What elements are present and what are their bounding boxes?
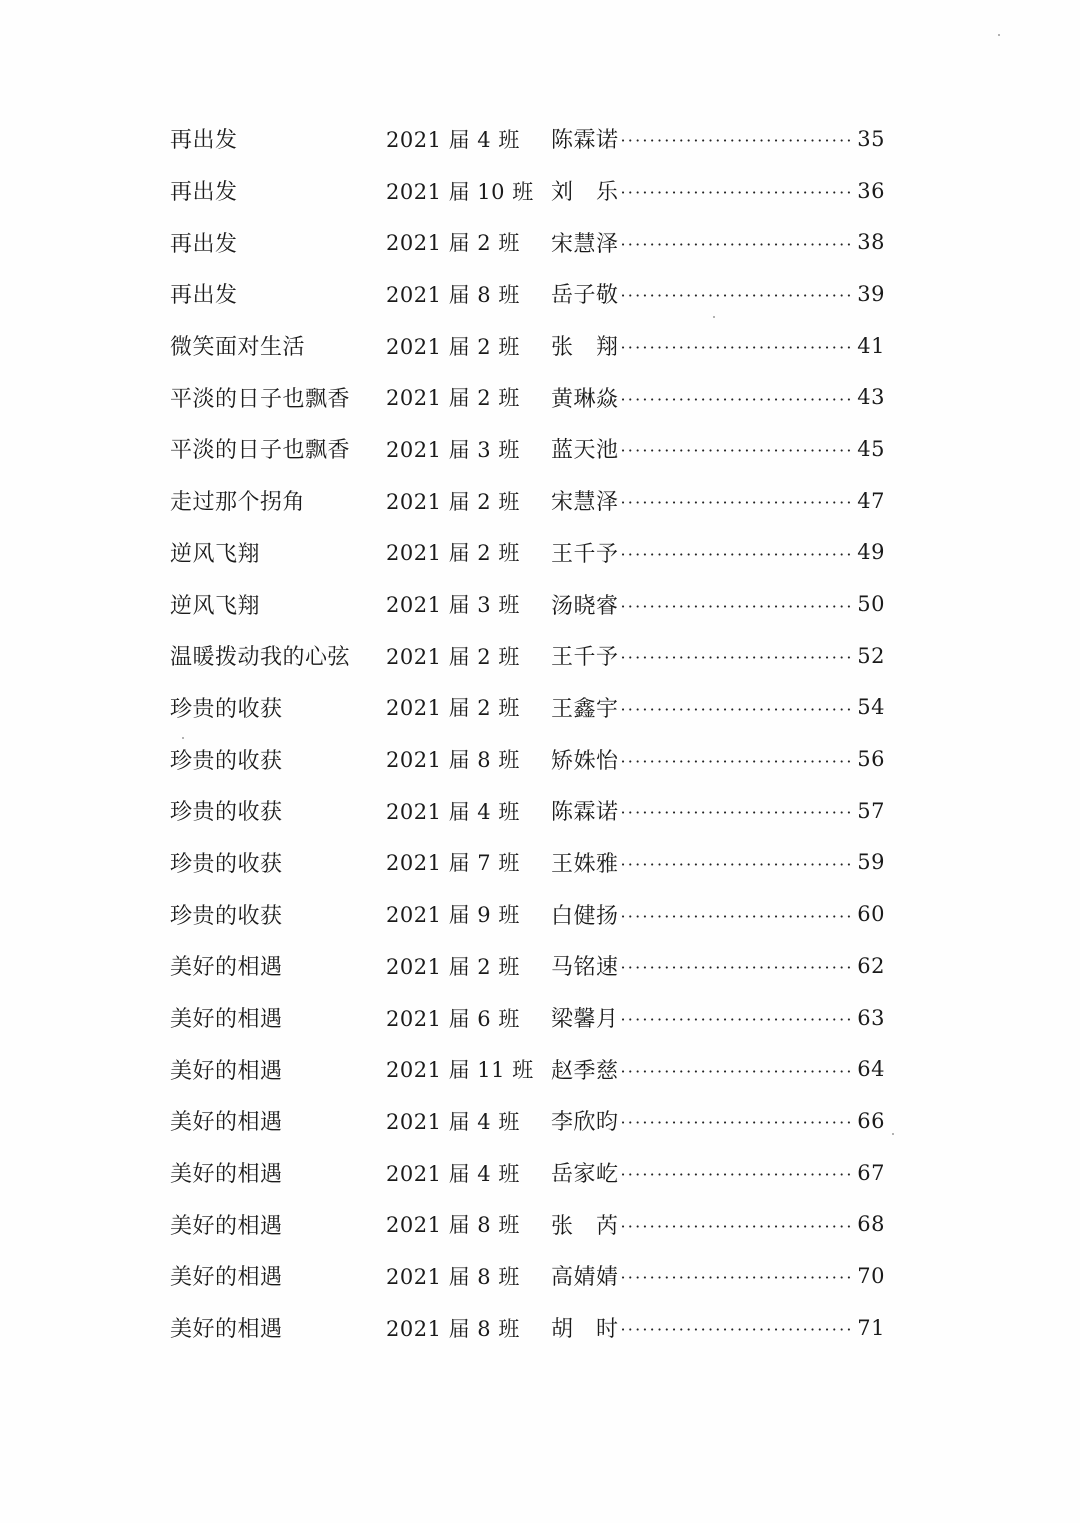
- entry-title: 走过那个拐角: [170, 490, 306, 516]
- dot-leader: [621, 648, 855, 667]
- entry-class: 2021 届 9 班: [386, 903, 520, 928]
- entry-title: 美好的相遇: [170, 1162, 283, 1188]
- entry-class: 2021 届 10 班: [386, 179, 534, 204]
- dot-leader: [621, 907, 855, 926]
- toc-entry: [170, 113, 885, 165]
- entry-page-number: 70: [857, 1263, 885, 1288]
- entry-class: 2021 届 11 班: [386, 1058, 534, 1083]
- entry-title: 再出发: [170, 283, 238, 309]
- toc-entry: [170, 320, 885, 372]
- entry-author: 岳子敬: [551, 283, 619, 309]
- entry-page-number: 50: [857, 592, 885, 617]
- entry-author: 王千予: [551, 645, 619, 671]
- table-of-contents: [170, 113, 885, 1354]
- toc-entry: [170, 165, 885, 217]
- entry-author: 高婧婧: [551, 1265, 619, 1291]
- dot-leader: [621, 855, 855, 874]
- entry-author: 王姝雅: [551, 851, 619, 877]
- entry-title: 逆风飞翔: [170, 593, 261, 619]
- toc-entry: [170, 475, 885, 527]
- entry-author: 蓝天池: [551, 438, 619, 464]
- entry-author: 汤晓睿: [551, 593, 619, 619]
- entry-class: 2021 届 8 班: [386, 282, 520, 307]
- entry-class: 2021 届 4 班: [386, 799, 520, 824]
- entry-page-number: 62: [857, 953, 885, 978]
- entry-author: 白健扬: [551, 903, 619, 929]
- entry-page-number: 45: [857, 436, 885, 461]
- entry-author: 王千予: [551, 541, 619, 567]
- entry-page-number: 54: [857, 695, 885, 720]
- dot-leader: [621, 286, 855, 305]
- toc-entry: [170, 733, 885, 785]
- toc-entry: [170, 785, 885, 837]
- dot-leader: [621, 597, 855, 616]
- entry-page-number: 39: [857, 281, 885, 306]
- toc-entry: [170, 1302, 885, 1354]
- entry-title: 微笑面对生活: [170, 335, 306, 361]
- entry-author: 赵季慈: [551, 1058, 619, 1084]
- entry-page-number: 57: [857, 798, 885, 823]
- entry-class: 2021 届 8 班: [386, 1316, 520, 1341]
- entry-page-number: 43: [857, 385, 885, 410]
- entry-class: 2021 届 8 班: [386, 1213, 520, 1238]
- toc-entry: [170, 992, 885, 1044]
- entry-class: 2021 届 8 班: [386, 748, 520, 773]
- toc-entry: [170, 423, 885, 475]
- entry-class: 2021 届 2 班: [386, 489, 520, 514]
- entry-class: 2021 届 2 班: [386, 541, 520, 566]
- entry-author: 陈霖诺: [551, 128, 619, 154]
- entry-author: 李欣昀: [551, 1110, 619, 1136]
- dot-leader: [621, 958, 855, 977]
- toc-entry: [170, 216, 885, 268]
- entry-page-number: 63: [857, 1005, 885, 1030]
- entry-class: 2021 届 4 班: [386, 1109, 520, 1134]
- entry-page-number: 52: [857, 643, 885, 668]
- dot-leader: [621, 700, 855, 719]
- entry-class: 2021 届 4 班: [386, 1161, 520, 1186]
- entry-class: 2021 届 7 班: [386, 851, 520, 876]
- dot-leader: [621, 752, 855, 771]
- entry-author: 胡 时: [551, 1317, 619, 1343]
- scan-speck: [998, 34, 1000, 36]
- entry-class: 2021 届 2 班: [386, 231, 520, 256]
- scan-speck: [892, 1133, 894, 1135]
- dot-leader: [621, 1113, 855, 1132]
- entry-class: 2021 届 2 班: [386, 334, 520, 359]
- entry-title: 再出发: [170, 231, 238, 257]
- toc-entry: [170, 527, 885, 579]
- entry-author: 陈霖诺: [551, 800, 619, 826]
- entry-page-number: 67: [857, 1160, 885, 1185]
- entry-author: 宋慧泽: [551, 231, 619, 257]
- toc-entry: [170, 837, 885, 889]
- entry-title: 美好的相遇: [170, 1317, 283, 1343]
- toc-entry: [170, 682, 885, 734]
- entry-page-number: 66: [857, 1108, 885, 1133]
- entry-title: 珍贵的收获: [170, 903, 283, 929]
- entry-page-number: 64: [857, 1057, 885, 1082]
- entry-title: 美好的相遇: [170, 955, 283, 981]
- entry-author: 黄琳焱: [551, 386, 619, 412]
- entry-title: 温暖拨动我的心弦: [170, 645, 351, 671]
- toc-entry: [170, 888, 885, 940]
- entry-page-number: 35: [857, 126, 885, 151]
- entry-page-number: 56: [857, 747, 885, 772]
- entry-page-number: 59: [857, 850, 885, 875]
- entry-title: 珍贵的收获: [170, 696, 283, 722]
- entry-page-number: 47: [857, 488, 885, 513]
- toc-entry: [170, 940, 885, 992]
- dot-leader: [621, 183, 855, 202]
- toc-entry: [170, 1043, 885, 1095]
- entry-title: 美好的相遇: [170, 1213, 283, 1239]
- entry-author: 岳家屹: [551, 1162, 619, 1188]
- dot-leader: [621, 545, 855, 564]
- toc-entry: [170, 371, 885, 423]
- entry-page-number: 49: [857, 540, 885, 565]
- entry-class: 2021 届 2 班: [386, 954, 520, 979]
- entry-page-number: 68: [857, 1212, 885, 1237]
- dot-leader: [621, 1165, 855, 1184]
- dot-leader: [621, 803, 855, 822]
- entry-class: 2021 届 2 班: [386, 696, 520, 721]
- entry-author: 张 芮: [551, 1213, 619, 1239]
- toc-entry: [170, 630, 885, 682]
- entry-page-number: 36: [857, 178, 885, 203]
- toc-entry: [170, 1198, 885, 1250]
- entry-title: 珍贵的收获: [170, 800, 283, 826]
- dot-leader: [621, 1010, 855, 1029]
- entry-title: 再出发: [170, 128, 238, 154]
- entry-page-number: 60: [857, 902, 885, 927]
- entry-title: 珍贵的收获: [170, 748, 283, 774]
- dot-leader: [621, 131, 855, 150]
- entry-class: 2021 届 3 班: [386, 437, 520, 462]
- entry-title: 平淡的日子也飘香: [170, 386, 351, 412]
- toc-entry: [170, 578, 885, 630]
- entry-author: 王鑫宇: [551, 696, 619, 722]
- entry-title: 美好的相遇: [170, 1058, 283, 1084]
- toc-entry: [170, 1250, 885, 1302]
- toc-entry: [170, 268, 885, 320]
- entry-title: 平淡的日子也飘香: [170, 438, 351, 464]
- dot-leader: [621, 390, 855, 409]
- entry-author: 宋慧泽: [551, 490, 619, 516]
- toc-entry: [170, 1147, 885, 1199]
- entry-author: 张 翔: [551, 335, 619, 361]
- entry-class: 2021 届 8 班: [386, 1264, 520, 1289]
- entry-title: 逆风飞翔: [170, 541, 261, 567]
- dot-leader: [621, 338, 855, 357]
- dot-leader: [621, 235, 855, 254]
- dot-leader: [621, 493, 855, 512]
- dot-leader: [621, 1320, 855, 1339]
- entry-page-number: 38: [857, 230, 885, 255]
- entry-title: 珍贵的收获: [170, 851, 283, 877]
- entry-page-number: 41: [857, 333, 885, 358]
- entry-author: 马铭速: [551, 955, 619, 981]
- dot-leader: [621, 1217, 855, 1236]
- dot-leader: [621, 1268, 855, 1287]
- entry-author: 矫姝怡: [551, 748, 619, 774]
- entry-class: 2021 届 6 班: [386, 1006, 520, 1031]
- entry-author: 刘 乐: [551, 180, 619, 206]
- entry-title: 再出发: [170, 180, 238, 206]
- entry-class: 2021 届 2 班: [386, 644, 520, 669]
- toc-entry: [170, 1095, 885, 1147]
- dot-leader: [621, 1062, 855, 1081]
- entry-title: 美好的相遇: [170, 1007, 283, 1033]
- entry-title: 美好的相遇: [170, 1265, 283, 1291]
- entry-class: 2021 届 2 班: [386, 386, 520, 411]
- dot-leader: [621, 441, 855, 460]
- entry-page-number: 71: [857, 1315, 885, 1340]
- entry-class: 2021 届 4 班: [386, 127, 520, 152]
- entry-author: 梁馨月: [551, 1007, 619, 1033]
- entry-title: 美好的相遇: [170, 1110, 283, 1136]
- entry-class: 2021 届 3 班: [386, 593, 520, 618]
